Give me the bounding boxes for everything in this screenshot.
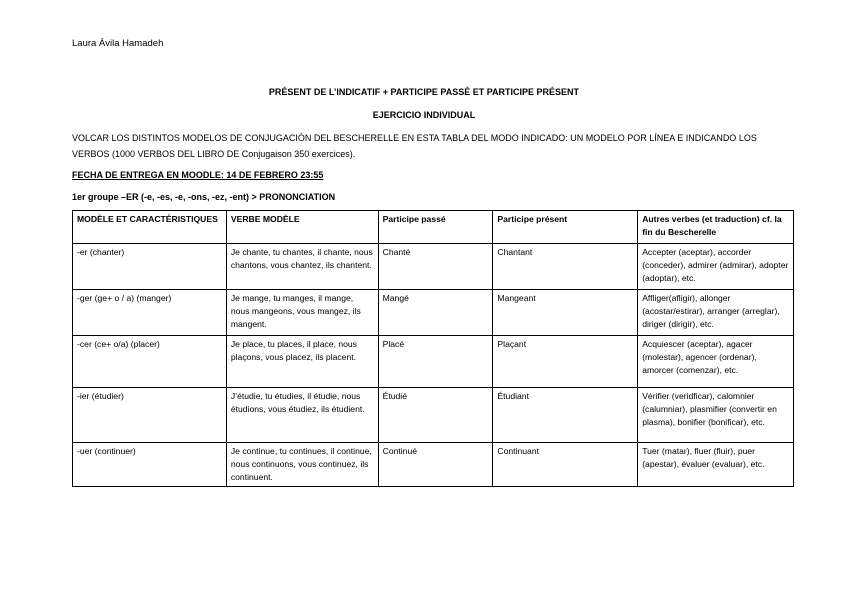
table-row [73,336,794,388]
table-cell: Continué [378,443,493,487]
table-cell: Affliger(afligir), allonger (acostar/estirar), arranger (arreglar), diriger (dirigir), etc. [638,290,794,336]
table-cell: Mangeant [493,290,638,336]
table-cell: -er (chanter) [73,244,227,290]
table-cell: Plaçant [493,336,638,388]
header-other-verbs: Autres verbes (et traduction) cf. la fin du Bescherelle [638,211,794,244]
table-cell: Tuer (matar), fluer (fluir), puer (apestar), évaluer (evaluar), etc. [638,443,794,487]
table-cell: Étudié [378,388,493,443]
author-name: Laura Ávila Hamadeh [72,38,164,49]
table-cell: Accepter (aceptar), accorder (conceder), admirer (admirar), adopter (adoptar), etc. [638,244,794,290]
header-present-participle: Participe présent [493,211,638,244]
conjugation-table [72,210,794,487]
table-row [73,290,794,336]
table-cell: Étudiant [493,388,638,443]
table-cell: J’étudie, tu étudies, il étudie, nous étudions, vous étudiez, ils étudient. [226,388,378,443]
table-cell: Mangé [378,290,493,336]
document-subtitle: EJERCICIO INDIVIDUAL [372,110,476,120]
table-cell: -ger (ge+ o / a) (manger) [73,290,227,336]
header-past-participle: Participe passé [378,211,493,244]
instructions-text: VOLCAR LOS DISTINTOS MODELOS DE CONJUGACIÓN DEL BESCHERELLE EN ESTA TABLA DEL MODO INDICADO: UN MODELO POR LÍNEA E INDICANDO LOS VERBOS (1000 VERBOS DEL LIBRO DE Conjugaison 350 exercices). [72,133,757,159]
deadline-text: FECHA DE ENTREGA EN MOODLE: 14 DE FEBRERO 23:55 [72,170,324,180]
table-cell: Continuant [493,443,638,487]
table-cell: Vérifier (veridficar), calomnier (calumniar), plasmifier (convertir en plasma), bonifier (bonificar), etc. [638,388,794,443]
table-cell: -uer (continuer) [73,443,227,487]
table-cell: Chanté [378,244,493,290]
table-row [73,388,794,443]
table-cell: Je mange, tu manges, il mange, nous mangeons, vous mangez, ils mangent. [226,290,378,336]
document-title: PRÉSENT DE L’INDICATIF + PARTICIPE PASSÉ ET PARTICIPE PRÉSENT [268,87,580,97]
table-cell: Chantant [493,244,638,290]
table-cell: -cer (ce+ o/a) (placer) [73,336,227,388]
header-model: MODÈLE ET CARACTÉRISTIQUES [73,211,227,244]
header-verb-model: VERBE MODÈLE [226,211,378,244]
table-cell: Je chante, tu chantes, il chante, nous chantons, vous chantez, ils chantent. [226,244,378,290]
table-cell: Je continue, tu continues, il continue, nous continuons, vous continuez, ils continuent. [226,443,378,487]
table-row [73,244,794,290]
table-cell: Placé [378,336,493,388]
table-cell: Je place, tu places, il place, nous plaçons, vous placez, ils placent. [226,336,378,388]
group-heading: 1er groupe –ER (-e, -es, -e, -ons, -ez, -ent) > PRONONCIATION [72,192,336,202]
table-row [73,443,794,487]
table-cell: -ier (étudier) [73,388,227,443]
table-header-row [73,211,794,244]
table-cell: Acquiescer (aceptar), agacer (molestar), agencer (ordenar), amorcer (comenzar), etc. [638,336,794,388]
